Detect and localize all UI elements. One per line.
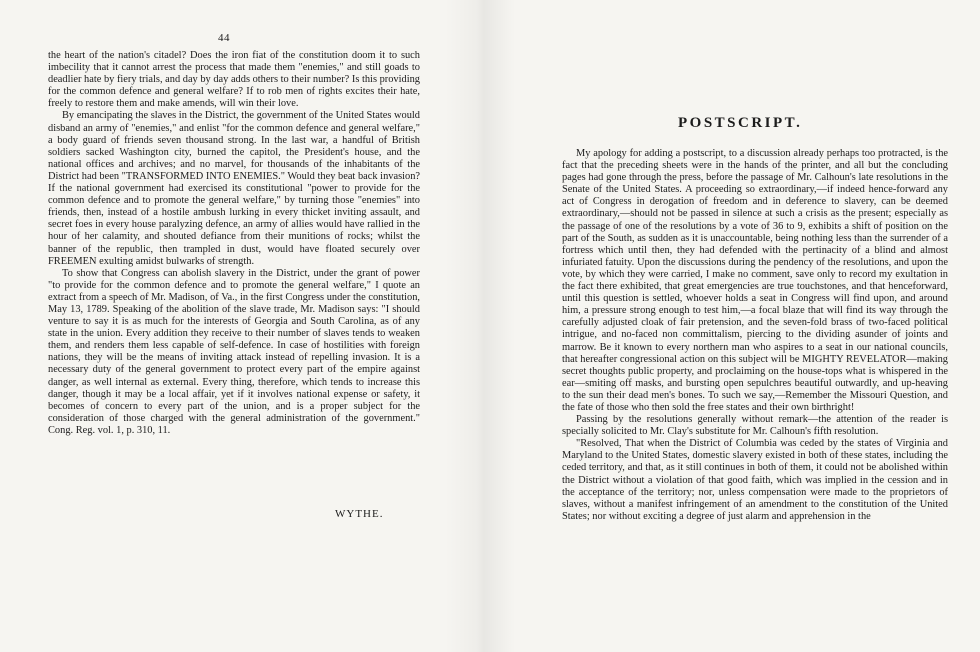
- right-paragraph-1: My apology for adding a postscript, to a discussion already perhaps too protracted, is the fact that the preceding sheets were in the hands of the printer, and all but the concluding pages had gone through the press, before the passage of Mr. Calhoun's late resolutions in the Senate of the United States. A proceeding so extraordinary,—if indeed hence-forward any act of Congress in derogation of freedom and in deference to slavery, can be deemed extraordinary,—should not be passed in silence at such a crisis as the present; especially as the passage of one of the resolutions by a vote of 36 to 9, exhibits a shift of position on the part of the South, as sudden as it is unaccountable, being nothing less than the surrender of a fortress which until then, they had defended with the pertinacity of a blind and almost infuriated fatuity. Upon the discussions during the pendency of the resolutions, and upon the vote, by which they were carried, I make no comment, save only to record my exultation in the fact there exhibited, that great emergencies are true touchstones, and that henceforward, until this question is settled, whoever holds a seat in Congress will find upon, and around him, a pressure strong enough to test him,—a focal blaze that will find its way through the carefully adjusted cloak of fair pretension, and the seven-fold brass of two-faced political intrigue, and no-faced non committalism, piercing to the dividing asunder of joints and marrow. Be it known to every northern man who aspires to a seat in our national councils, that hereafter congressional action on this subject will be MIGHTY REVELATOR—making secret thoughts public property, and proclaiming on the house-tops what is whispered in the ear—smiting off masks, and bursting open sepulchres beautiful outwardly, and up-heaving to the sun their dead men's bones. To such we say,—Remember the Missouri Question, and the fate of those who then sold the free states and their own birthright!: [562, 148, 948, 413]
- right-paragraph-3: "Resolved, That when the District of Columbia was ceded by the states of Virginia and Maryland to the United States, domestic slavery existed in both of these states, including the ceded territory, and that, as it still continues in both of them, it could not be abolished within the District without a violation of that good faith, which was implied in the cession and in the acceptance of the territory; nor, unless compensation were made to the proprietors of slaves, without a manifest infringement of an amendment to the constitution of the United States; nor without exciting a degree of just alarm and apprehension in the: [562, 438, 948, 522]
- right-page-body: [562, 148, 948, 523]
- left-paragraph-1: the heart of the nation's citadel? Does the iron fiat of the constitution doom it to such imbecility that it cannot arrest the process that made them "enemies," and still goads to deadlier hate by fiery trials, and day by day adds others to their number? Is this providing for the common defence and general welfare? If to rob men of rights excites their hate, freely to restore them and make amends, will win their love.: [48, 50, 420, 110]
- left-paragraph-3: To show that Congress can abolish slavery in the District, under the grant of power "to provide for the common defence and to promote the general welfare," I quote an extract from a speech of Mr. Madison, of Va., in the first Congress under the constitution, May 13, 1789. Speaking of the abolition of the slave trade, Mr. Madison says: "I should venture to say it is as much for the interests of Georgia and South Carolina, as of any state in the union. Every addition they receive to their number of slaves tends to weaken them, and renders them less capable of self-defence. In case of hostilities with foreign nations, they will be the means of inviting attack instead of repelling invasion. It is a necessary duty of the general government to protect every part of the empire against danger, as well internal as external. Every thing, therefore, which tends to increase this danger, though it may be a local affair, yet if it involves national expense or safety, it becomes of concern to every part of the union, and is a proper subject for the consideration of those charged with the general administration of the government." Cong. Reg. vol. 1, p. 310, 11.: [48, 267, 420, 436]
- author-signature: WYTHE.: [335, 508, 384, 520]
- right-paragraph-2: Passing by the resolutions generally without remark—the attention of the reader is specially solicited to Mr. Clay's substitute for Mr. Calhoun's fifth resolution.: [562, 414, 948, 438]
- page-number: 44: [218, 32, 230, 44]
- postscript-heading: POSTSCRIPT.: [678, 115, 803, 131]
- left-paragraph-2: By emancipating the slaves in the District, the government of the United States would disband an army of "enemies," and enlist "for the common defence and general welfare," a body guard of friends seven thousand strong. In the last war, a handful of British soldiers sacked Washington city, burned the capitol, the President's house, and the national offices and archives; and no marvel, for thousands of the inhabitants of the District had been "TRANSFORMED INTO ENEMIES." Would they beat back invasion? If the national government had exercised its constitutional "power to provide for the common defence and to promote the general welfare," by turning those "enemies" into friends, then, instead of a hostile ambush lurking in every thicket inviting assault, and secret foes in every house paralyzing defence, an army of allies would have rallied in the hour of her calamity, and shouted defiance from their munitions of rocks; whilst the banner of the republic, then trampled in dust, would have floated securely over FREEMEN exulting amidst bulwarks of strength.: [48, 110, 420, 267]
- left-page-body: [48, 50, 420, 437]
- page-gutter: [445, 0, 515, 652]
